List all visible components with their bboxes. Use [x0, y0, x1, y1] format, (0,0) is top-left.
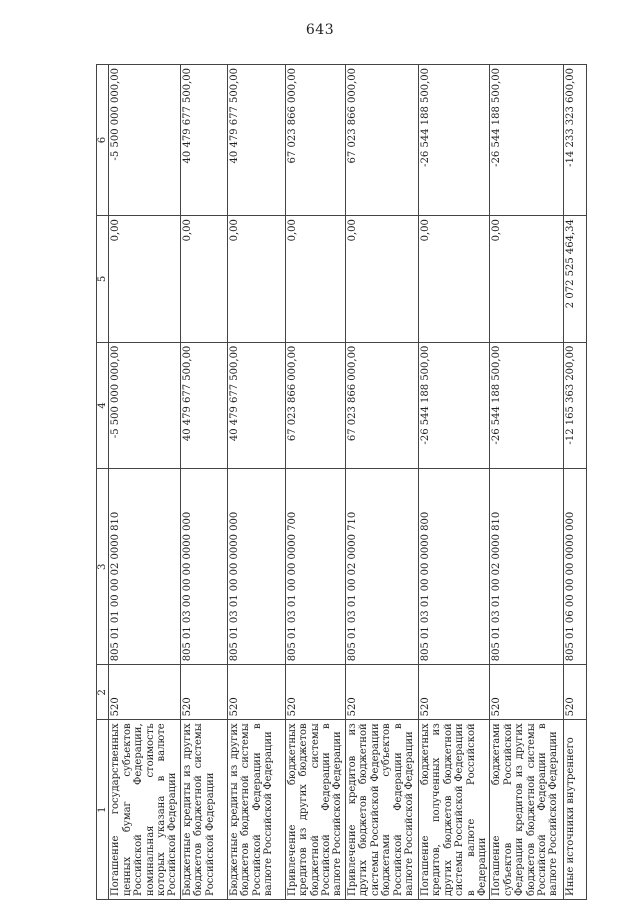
- row-value-5: 0,00: [418, 216, 489, 343]
- table-row: [180, 65, 227, 900]
- row-kbk: 805 01 01 00 00 02 0000 810: [109, 469, 180, 665]
- header-col-1: 1: [97, 720, 109, 900]
- row-value-4: 40 479 677 500,00: [227, 342, 285, 469]
- row-code: 520: [418, 665, 489, 720]
- row-value-5: 0,00: [490, 216, 564, 343]
- table-viewport: [96, 64, 599, 900]
- row-value-4: 67 023 866 000,00: [285, 342, 345, 469]
- row-kbk: 805 01 03 00 00 00 0000 000: [180, 469, 227, 665]
- row-code: 520: [345, 665, 418, 720]
- row-kbk: 805 01 06 00 00 00 0000 000: [564, 469, 587, 665]
- budget-sources-table: [96, 64, 587, 900]
- row-value-6: 67 023 866 000,00: [285, 65, 345, 216]
- table-row: [109, 65, 180, 900]
- row-name: Бюджетные кредиты из других бюджетов бюджетной системы Российской Федерации в валюте Российской Федерации: [227, 720, 285, 900]
- row-value-6: 40 479 677 500,00: [180, 65, 227, 216]
- table-row: [227, 65, 285, 900]
- row-value-4: -26 544 188 500,00: [490, 342, 564, 469]
- row-value-4: -26 544 188 500,00: [418, 342, 489, 469]
- header-col-6: 6: [97, 65, 109, 216]
- row-value-5: 0,00: [227, 216, 285, 343]
- row-code: 520: [109, 665, 180, 720]
- row-name: Погашение бюджетных кредитов, полученных из других бюджетов бюджетной системы Российской Федерации в валюте Российской Федерации: [418, 720, 489, 900]
- row-value-6: 40 479 677 500,00: [227, 65, 285, 216]
- row-value-6: 67 023 866 000,00: [345, 65, 418, 216]
- row-value-5: 0,00: [285, 216, 345, 343]
- row-value-6: -26 544 188 500,00: [490, 65, 564, 216]
- header-col-5: 5: [97, 216, 109, 343]
- row-code: 520: [180, 665, 227, 720]
- row-code: 520: [227, 665, 285, 720]
- rotated-table-container: [96, 64, 599, 900]
- row-value-4: 67 023 866 000,00: [345, 342, 418, 469]
- header-col-3: 3: [97, 469, 109, 665]
- row-name: Бюджетные кредиты из других бюджетов бюджетной системы Российской Федерации: [180, 720, 227, 900]
- row-name: Привлечение бюджетных кредитов из других бюджетов бюджетной системы Российской Федерации в валюте Российской Федерации: [285, 720, 345, 900]
- row-value-4: 40 479 677 500,00: [180, 342, 227, 469]
- row-code: 520: [490, 665, 564, 720]
- row-value-5: 0,00: [109, 216, 180, 343]
- header-col-4: 4: [97, 342, 109, 469]
- row-kbk: 805 01 03 01 00 00 0000 700: [285, 469, 345, 665]
- row-value-6: -5 500 000 000,00: [109, 65, 180, 216]
- row-kbk: 805 01 03 01 00 00 0000 000: [227, 469, 285, 665]
- row-name: Привлечение кредитов из других бюджетов бюджетной системы Российской Федерации бюджетами субъектов Российской Федерации в валюте Российской Федерации: [345, 720, 418, 900]
- row-value-6: -14 233 323 600,00: [564, 65, 587, 216]
- row-name: Иные источники внутреннего: [564, 720, 587, 900]
- row-name: Погашение бюджетами субъектов Российской Федерации кредитов из других бюджетов бюджетной системы Российской Федерации в валюте Российской Федерации: [490, 720, 564, 900]
- table-row: [345, 65, 418, 900]
- row-value-5: 0,00: [180, 216, 227, 343]
- header-col-2: 2: [97, 665, 109, 720]
- row-value-5: 0,00: [345, 216, 418, 343]
- row-kbk: 805 01 03 01 00 00 0000 800: [418, 469, 489, 665]
- row-value-5: 2 072 525 464,34: [564, 216, 587, 343]
- row-name: Погашение государственных ценных бумаг субъектов Российской Федерации, номинальная стоимость которых указана в валюте Российской Федерации: [109, 720, 180, 900]
- row-value-4: -12 165 363 200,00: [564, 342, 587, 469]
- header-row: [97, 65, 109, 900]
- row-code: 520: [285, 665, 345, 720]
- row-value-4: -5 500 000 000,00: [109, 342, 180, 469]
- row-kbk: 805 01 03 01 00 02 0000 810: [490, 469, 564, 665]
- row-code: 520: [564, 665, 587, 720]
- page-number: 643: [305, 22, 335, 38]
- row-value-6: -26 544 188 500,00: [418, 65, 489, 216]
- table-row: [418, 65, 489, 900]
- table-row: [564, 65, 587, 900]
- row-kbk: 805 01 03 01 00 02 0000 710: [345, 469, 418, 665]
- table-row: [285, 65, 345, 900]
- table-row: [490, 65, 564, 900]
